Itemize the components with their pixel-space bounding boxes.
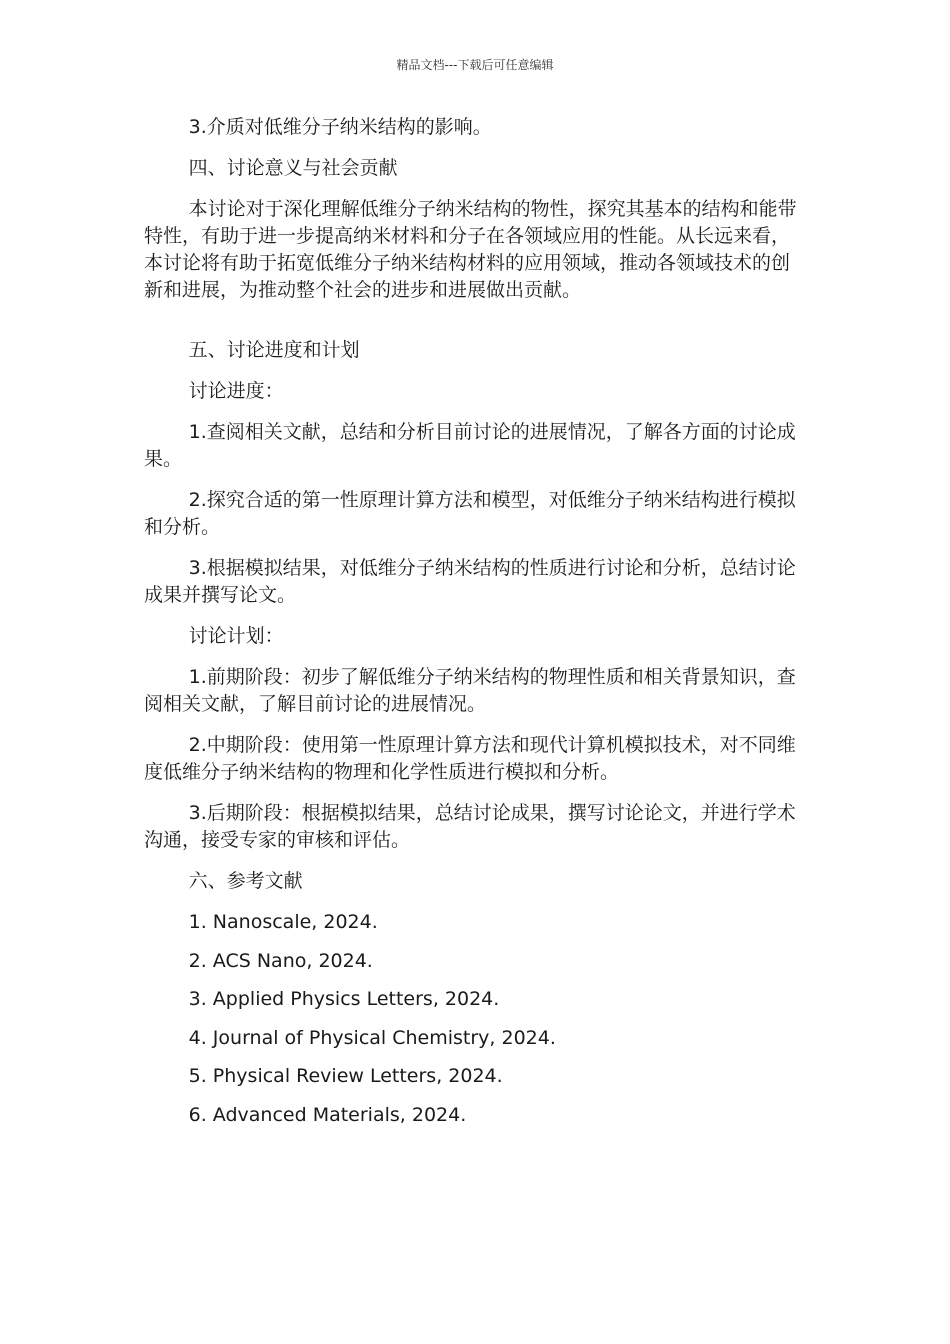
subheading-progress: 讨论进度： (188, 380, 284, 402)
page-header: 精品文档---下载后可任意编辑 (396, 58, 554, 72)
progress-item-2: 2.探究合适的第一性原理计算方法和模型，对低维分子纳米结构进行模拟和分析。 (144, 489, 796, 538)
plan-item-3: 3.后期阶段：根据模拟结果，总结讨论成果，撰写讨论论文，并进行学术沟通，接受专家的审核和评估。 (144, 802, 796, 851)
significance-paragraph: 本讨论对于深化理解低维分子纳米结构的物性，探究其基本的结构和能带特性，有助于进一步提高纳米材料和分子在各领域应用的性能。从长远来看，本讨论将有助于拓宽低维分子纳米结构材料的应用领域，推动各领域技术的创新和进展，为推动整个社会的进步和进展做出贡献。 (144, 198, 797, 301)
section-heading-references: 六、参考文献 (188, 870, 303, 892)
progress-item-1: 1.查阅相关文献，总结和分析目前讨论的进展情况，了解各方面的讨论成果。 (144, 421, 796, 470)
progress-item-3: 3.根据模拟结果，对低维分子纳米结构的性质进行讨论和分析，总结讨论成果并撰写论文。 (144, 557, 796, 606)
reference-item: 3. Applied Physics Letters, 2024. (188, 988, 500, 1010)
reference-item: 2. ACS Nano, 2024. (188, 949, 373, 972)
plan-item-1: 1.前期阶段：初步了解低维分子纳米结构的物理性质和相关背景知识，查阅相关文献，了解目前讨论的进展情况。 (144, 666, 796, 715)
plan-item-2: 2.中期阶段：使用第一性原理计算方法和现代计算机模拟技术，对不同维度低维分子纳米结构的物理和化学性质进行模拟和分析。 (144, 734, 796, 783)
section-heading-significance: 四、讨论意义与社会贡献 (188, 157, 398, 179)
document-body (144, 114, 804, 1140)
reference-item: 5. Physical Review Letters, 2024. (188, 1065, 503, 1087)
reference-item: 1. Nanoscale, 2024. (188, 911, 378, 933)
subheading-plan: 讨论计划： (188, 625, 284, 647)
reference-item: 4. Journal of Physical Chemistry, 2024. (188, 1026, 556, 1049)
list-item-medium-effect: 3.介质对低维分子纳米结构的影响。 (188, 116, 492, 138)
section-heading-progress-plan: 五、讨论进度和计划 (188, 339, 360, 361)
reference-item: 6. Advanced Materials, 2024. (188, 1103, 467, 1126)
